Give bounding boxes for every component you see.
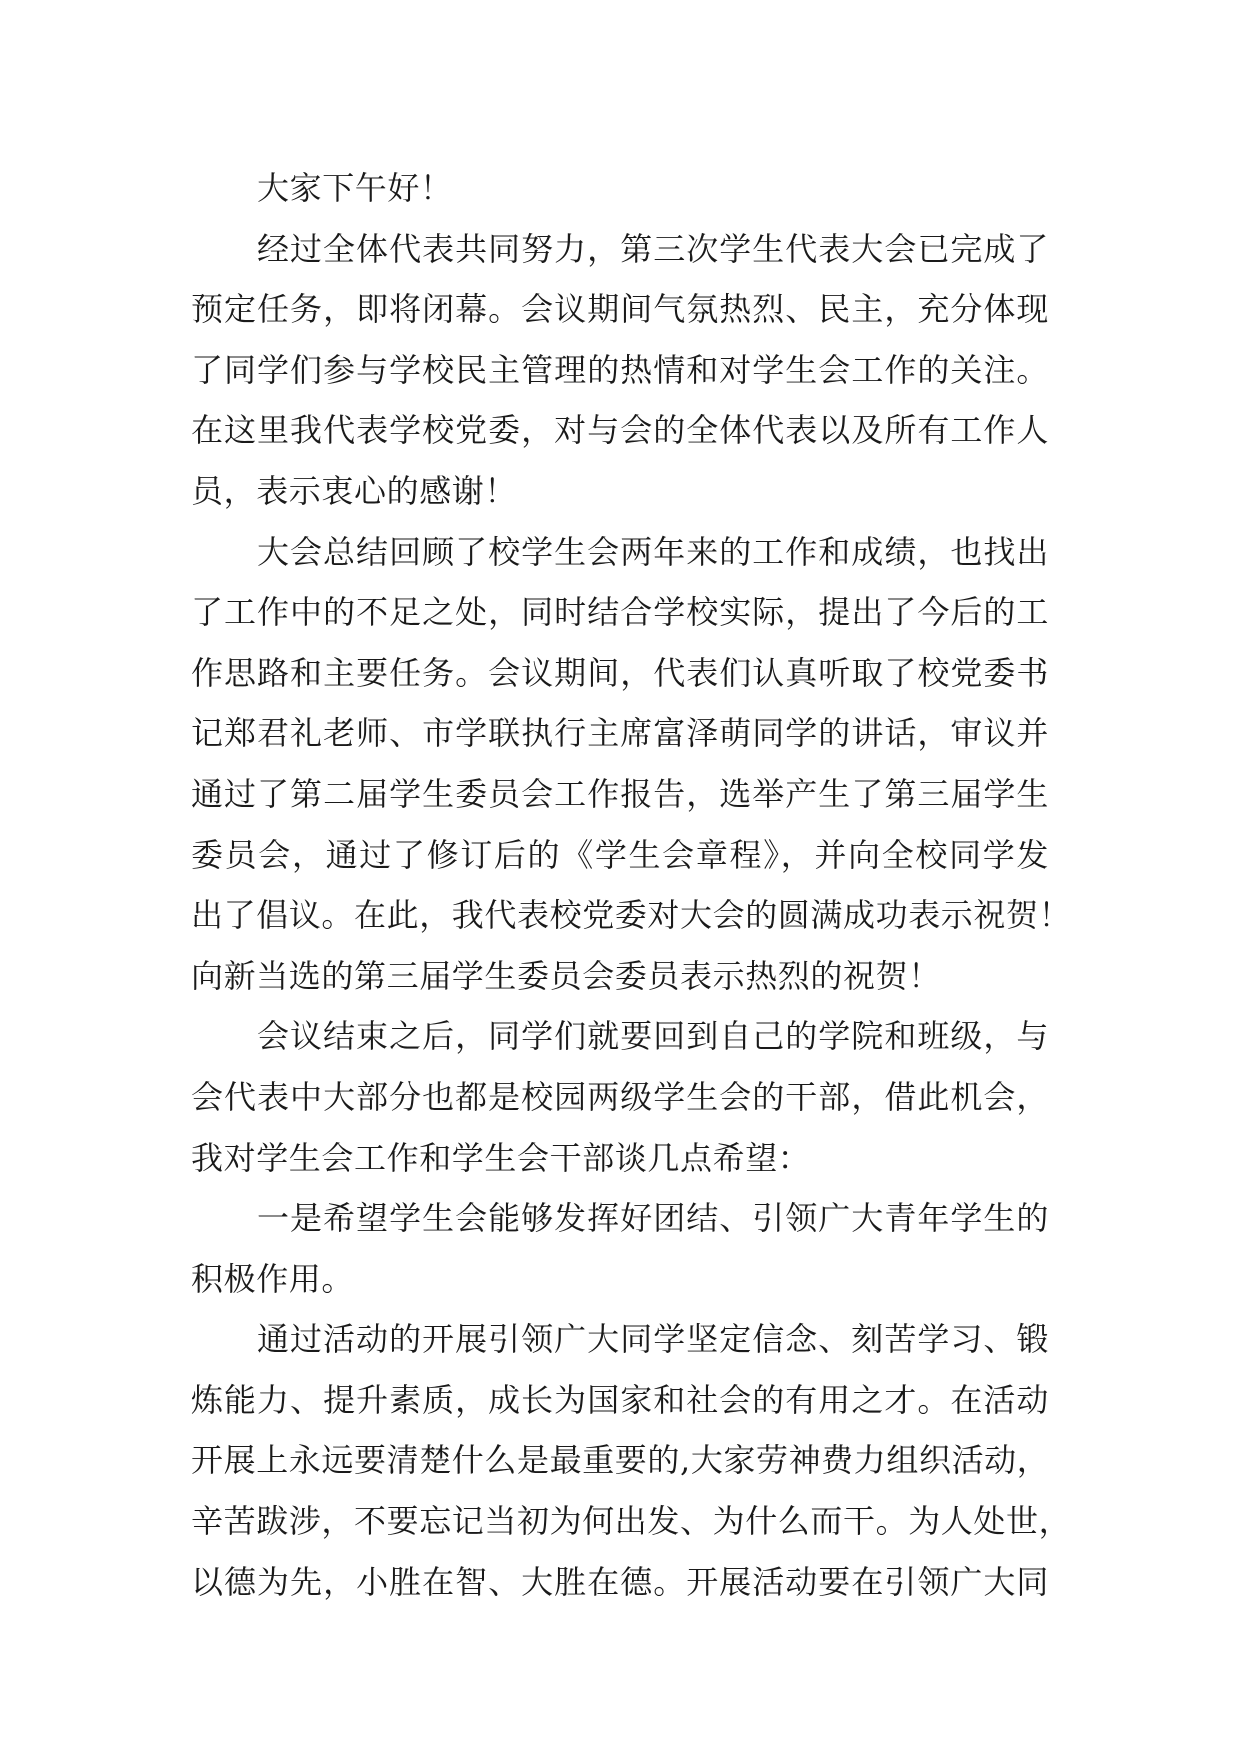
text-line: 通过了第二届学生委员会工作报告，选举产生了第三届学生 bbox=[191, 774, 1049, 813]
text-line: 记郑君礼老师、市学联执行主席富泽萌同学的讲话，审议并 bbox=[191, 714, 1049, 753]
text-line: 大家下午好！ bbox=[257, 169, 453, 207]
text-line: 大会总结回顾了校学生会两年来的工作和成绩，也找出 bbox=[257, 532, 1049, 571]
text-line: 辛苦跋涉，不要忘记当初为何出发、为什么而干。为人处世， bbox=[191, 1502, 1072, 1541]
text-line: 预定任务，即将闭幕。会议期间气氛热烈、民主，充分体现 bbox=[191, 290, 1049, 329]
text-line: 炼能力、提升素质，成长为国家和社会的有用之才。在活动 bbox=[191, 1380, 1049, 1419]
text-line: 出了倡议。在此，我代表校党委对大会的圆满成功表示祝贺！ bbox=[191, 896, 1072, 935]
text-line: 会议结束之后，同学们就要回到自己的学院和班级，与 bbox=[257, 1017, 1049, 1056]
text-line: 在这里我代表学校党委，对与会的全体代表以及所有工作人 bbox=[191, 411, 1049, 450]
text-line: 会代表中大部分也都是校园两级学生会的干部，借此机会， bbox=[191, 1077, 1049, 1116]
text-line: 作思路和主要任务。会议期间，代表们认真听取了校党委书 bbox=[191, 653, 1049, 692]
text-line: 开展上永远要清楚什么是最重要的,大家劳神费力组织活动， bbox=[191, 1441, 1050, 1480]
text-line: 一是希望学生会能够发挥好团结、引领广大青年学生的 bbox=[257, 1199, 1049, 1238]
text-line: 我对学生会工作和学生会干部谈几点希望： bbox=[191, 1138, 811, 1177]
text-line: 积极作用。 bbox=[191, 1259, 355, 1298]
text-line: 通过活动的开展引领广大同学坚定信念、刻苦学习、锻 bbox=[257, 1320, 1049, 1359]
text-line: 以德为先，小胜在智、大胜在德。开展活动要在引领广大同 bbox=[191, 1562, 1049, 1601]
text-line: 了同学们参与学校民主管理的热情和对学生会工作的关注。 bbox=[191, 350, 1049, 389]
text-line: 向新当选的第三届学生委员会委员表示热烈的祝贺！ bbox=[191, 956, 941, 995]
text-line: 经过全体代表共同努力，第三次学生代表大会已完成了 bbox=[257, 229, 1049, 268]
text-line: 了工作中的不足之处，同时结合学校实际，提出了今后的工 bbox=[191, 593, 1049, 632]
document-body bbox=[191, 158, 1072, 1612]
text-line: 委员会，通过了修订后的《学生会章程》，并向全校同学发 bbox=[191, 835, 1049, 874]
text-line: 员，表示衷心的感谢！ bbox=[191, 471, 518, 510]
